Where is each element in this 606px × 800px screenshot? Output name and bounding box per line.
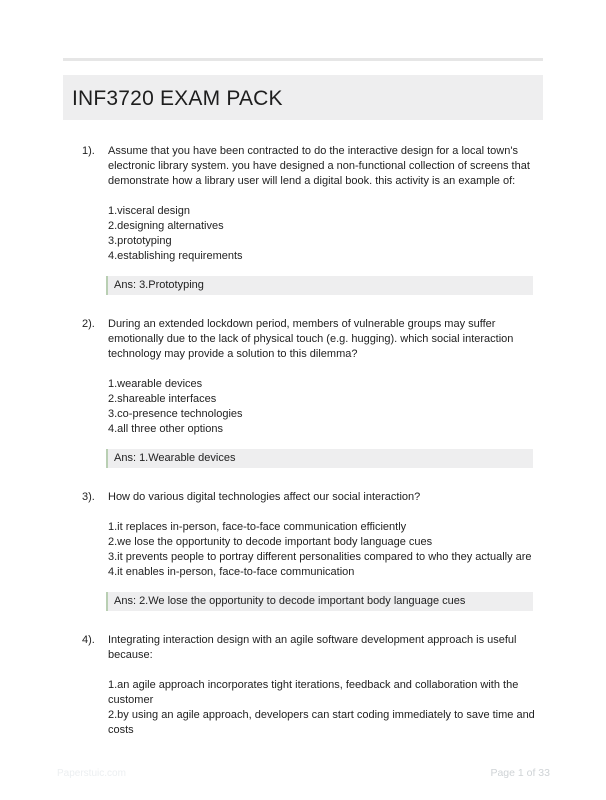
question-number: 3). [82,491,95,503]
option: 1.visceral design [108,205,190,217]
option: 3.prototyping [108,235,172,247]
question-text: Assume that you have been contracted to do the interactive design for a local town's electronic library system. you have designed a non-functional collection of screens that demonstrate how a library user will lend a digital book. this activity is an example of: [108,145,530,187]
option: 4.establishing requirements [108,250,243,262]
option: 3.co-presence technologies [108,408,243,420]
question-number: 2). [82,318,95,330]
question-1 [82,144,542,295]
options-list [108,520,542,580]
answer-box: Ans: 2.We lose the opportunity to decode important body language cues [106,592,533,611]
answer-box: Ans: 3.Prototyping [106,276,533,295]
option: 2.by using an agile approach, developers can start coding immediately to save time and costs [108,709,535,736]
question-text: Integrating interaction design with an agile software development approach is useful because: [108,634,517,661]
option: 4.all three other options [108,423,223,435]
options-list [108,678,542,738]
option: 2.we lose the opportunity to decode important body language cues [108,536,433,548]
question-text: During an extended lockdown period, members of vulnerable groups may suffer emotionally due to the lack of physical touch (e.g. hugging). which social interaction technology may provide a solution to this dilemma? [108,318,514,360]
option: 1.it replaces in-person, face-to-face communication efficiently [108,521,407,533]
top-divider [63,58,543,61]
option: 2.designing alternatives [108,220,224,232]
question-text: How do various digital technologies affect our social interaction? [108,491,421,503]
footer-watermark: Paperstuic.com [57,768,126,779]
page-number: Page 1 of 33 [490,767,550,779]
options-list [108,377,542,437]
option: 3.it prevents people to portray different personalities compared to who they actually are [108,551,532,563]
option: 1.an agile approach incorporates tight iterations, feedback and collaboration with the customer [108,679,519,706]
answer-box: Ans: 1.Wearable devices [106,449,533,468]
option: 2.shareable interfaces [108,393,217,405]
option: 4.it enables in-person, face-to-face communication [108,566,355,578]
question-2 [82,317,542,468]
question-3 [82,490,542,611]
document-title: INF3720 EXAM PACK [72,87,283,110]
title-band [63,75,543,120]
option: 1.wearable devices [108,378,203,390]
options-list [108,204,542,264]
question-4 [82,633,542,738]
question-number: 4). [82,634,95,646]
question-number: 1). [82,145,95,157]
